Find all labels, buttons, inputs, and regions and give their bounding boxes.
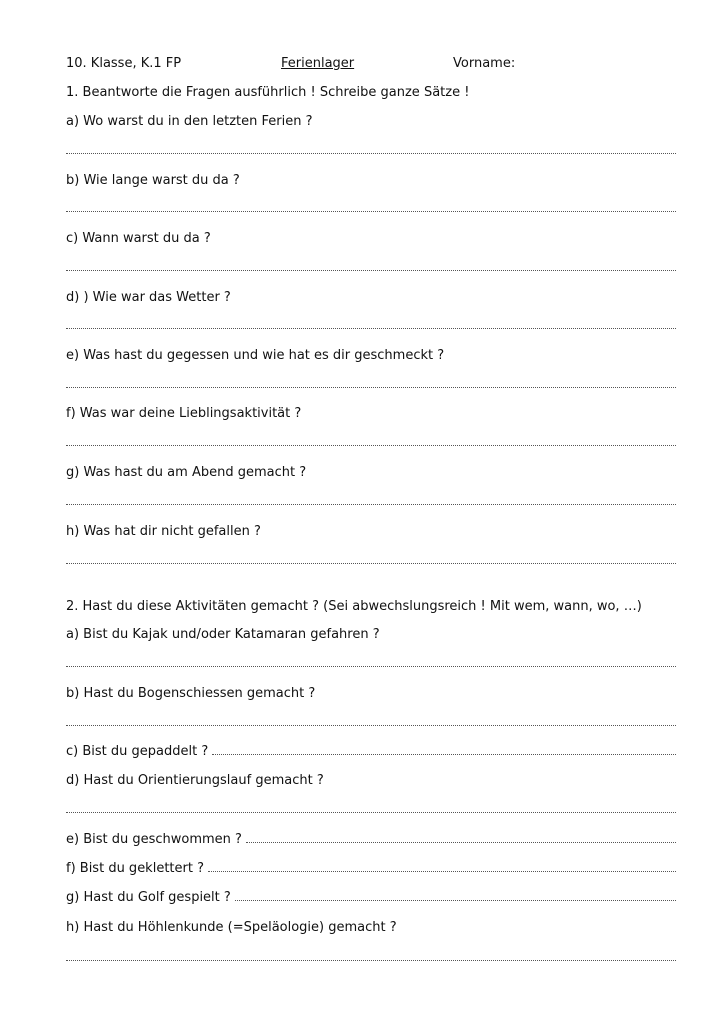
- question-2d: d) Hast du Orientierungslauf gemacht ?: [66, 773, 324, 788]
- answer-line-2d[interactable]: [66, 812, 676, 813]
- question-2g-row: [66, 890, 676, 906]
- section2-instruction: 2. Hast du diese Aktivitäten gemacht ? (Sei abwechslungsreich ! Mit wem, wann, wo, …): [66, 599, 642, 614]
- answer-line-1g[interactable]: [66, 504, 676, 505]
- answer-line-2g[interactable]: [235, 900, 676, 901]
- question-2f: f) Bist du geklettert ?: [66, 861, 204, 876]
- question-1g: g) Was hast du am Abend gemacht ?: [66, 465, 307, 480]
- question-2b: b) Hast du Bogenschiessen gemacht ?: [66, 686, 316, 701]
- question-1a: a) Wo warst du in den letzten Ferien ?: [66, 114, 313, 129]
- question-2e-row: [66, 832, 676, 848]
- answer-line-1d[interactable]: [66, 328, 676, 329]
- answer-line-1b[interactable]: [66, 211, 676, 212]
- question-2h: h) Hast du Höhlenkunde (=Speläologie) gemacht ?: [66, 920, 397, 935]
- answer-line-1c[interactable]: [66, 270, 676, 271]
- answer-line-2c[interactable]: [212, 754, 676, 755]
- class-label: 10. Klasse, K.1 FP: [66, 56, 182, 71]
- section1-instruction: 1. Beantworte die Fragen ausführlich ! Schreibe ganze Sätze !: [66, 85, 470, 100]
- answer-line-1e[interactable]: [66, 387, 676, 388]
- question-1f: f) Was war deine Lieblingsaktivität ?: [66, 406, 302, 421]
- question-1d: d) ) Wie war das Wetter ?: [66, 290, 231, 305]
- question-2c: c) Bist du gepaddelt ?: [66, 744, 209, 759]
- question-1e: e) Was hast du gegessen und wie hat es dir geschmeckt ?: [66, 348, 445, 363]
- question-2c-row: [66, 744, 676, 760]
- answer-line-2b[interactable]: [66, 725, 676, 726]
- question-1c: c) Wann warst du da ?: [66, 231, 211, 246]
- answer-line-1h[interactable]: [66, 563, 676, 564]
- question-2e: e) Bist du geschwommen ?: [66, 832, 242, 847]
- question-1b: b) Wie lange warst du da ?: [66, 173, 240, 188]
- answer-line-2f[interactable]: [208, 871, 676, 872]
- question-2a: a) Bist du Kajak und/oder Katamaran gefahren ?: [66, 627, 380, 642]
- answer-line-1f[interactable]: [66, 445, 676, 446]
- answer-line-2a[interactable]: [66, 666, 676, 667]
- answer-line-2e[interactable]: [246, 842, 676, 843]
- answer-line-2h[interactable]: [66, 960, 676, 961]
- question-1h: h) Was hat dir nicht gefallen ?: [66, 524, 261, 539]
- first-name-label: Vorname:: [453, 56, 516, 71]
- worksheet-title: Ferienlager: [281, 56, 355, 71]
- question-2g: g) Hast du Golf gespielt ?: [66, 890, 231, 905]
- question-2f-row: [66, 861, 676, 877]
- answer-line-1a[interactable]: [66, 153, 676, 154]
